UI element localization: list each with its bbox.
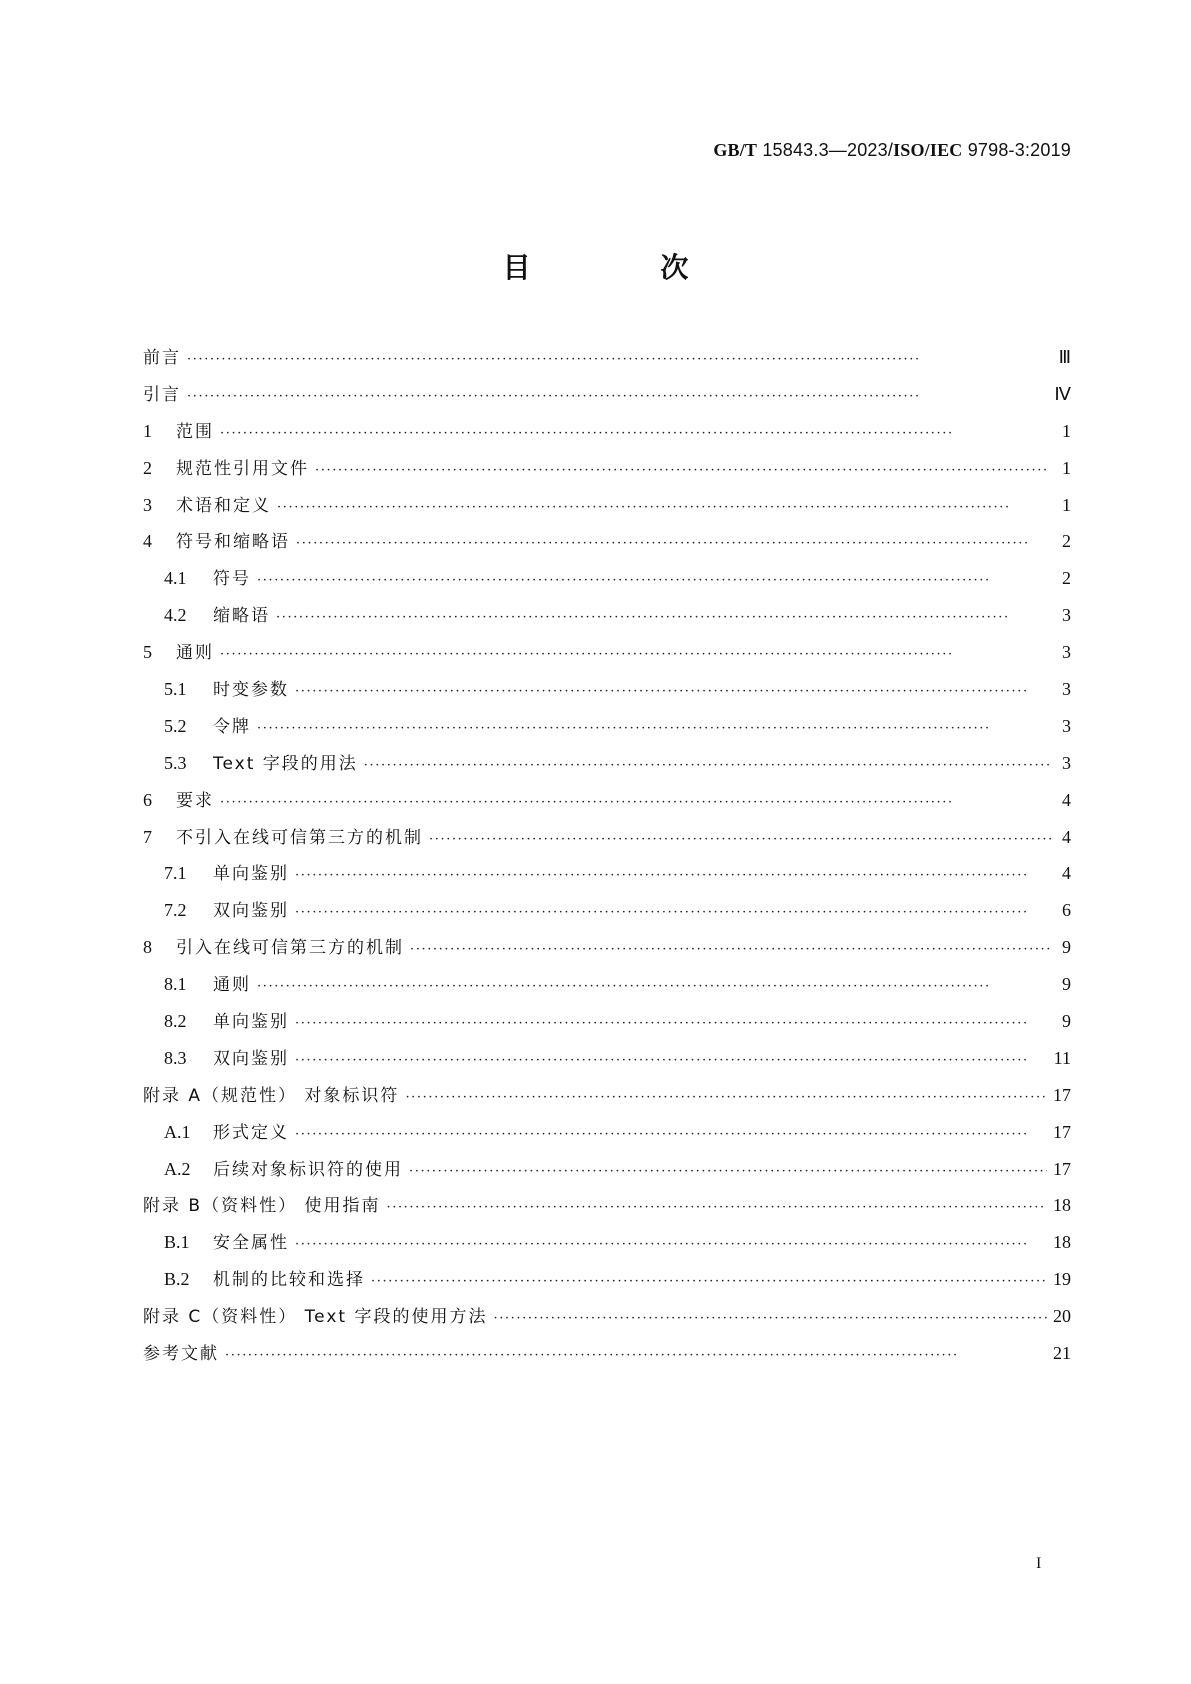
toc-entry-page: 17 (1053, 1158, 1071, 1179)
toc-entry-number: 5 (143, 642, 152, 663)
dot-leader (315, 463, 1051, 478)
dot-leader (220, 426, 1051, 441)
toc-entry-label: 双向鉴别 (213, 901, 289, 922)
toc-entry-label: 单向鉴别 (213, 1012, 289, 1033)
toc-entry-label: 范围 (176, 421, 214, 442)
dot-leader (295, 868, 1051, 883)
toc-entry-label: 通则 (213, 975, 251, 996)
toc-entry-page: 2 (1062, 568, 1071, 589)
table-of-contents (143, 343, 1071, 1376)
toc-entry[interactable] (143, 380, 1071, 417)
dot-leader (295, 905, 1051, 920)
toc-entry-label: 双向鉴别 (213, 1048, 289, 1069)
toc-entry-label: 不引入在线可信第三方的机制 (176, 827, 423, 848)
std-prefix: GB/T (713, 140, 758, 160)
dot-leader (220, 795, 1051, 810)
toc-entry-label: 前言 (143, 348, 181, 368)
iso-number: 9798-3:2019 (967, 140, 1071, 160)
toc-entry-number: 3 (143, 494, 152, 515)
toc-entry-number: 7.2 (164, 900, 187, 921)
toc-entry[interactable] (143, 491, 1071, 528)
toc-entry-label: 规范性引用文件 (176, 458, 309, 479)
toc-entry-page: 2 (1062, 531, 1071, 552)
toc-entry-page: 4 (1062, 789, 1071, 810)
dot-leader (386, 1200, 1047, 1215)
toc-entry-page: 18 (1053, 1232, 1071, 1253)
toc-entry[interactable] (143, 1339, 1071, 1376)
toc-entry[interactable] (143, 527, 1071, 564)
toc-entry-label: 符号 (213, 569, 251, 590)
toc-entry-page: 9 (1062, 1011, 1071, 1032)
toc-entry-label: 引言 (143, 384, 181, 405)
toc-entry-number: 5.2 (164, 715, 187, 736)
toc-entry[interactable] (143, 675, 1071, 712)
toc-entry-label: Text 字段的用法 (213, 753, 358, 774)
toc-entry[interactable] (143, 859, 1071, 896)
toc-entry-page: 9 (1062, 937, 1071, 958)
toc-entry-page: 1 (1062, 420, 1071, 441)
toc-entry-label: 安全属性 (213, 1233, 289, 1254)
toc-entry[interactable] (143, 638, 1071, 675)
dot-leader (409, 1164, 1047, 1179)
toc-entry[interactable] (143, 1081, 1071, 1118)
toc-entry-label: 单向鉴别 (213, 864, 289, 885)
toc-entry-number: 8 (143, 937, 152, 958)
toc-entry-number: 2 (143, 457, 152, 478)
toc-entry[interactable] (143, 933, 1071, 970)
toc-entry-label: 后续对象标识符的使用 (213, 1159, 403, 1180)
toc-entry-number: 7 (143, 826, 152, 847)
toc-entry-number: 5.3 (164, 752, 187, 773)
dot-leader (493, 1311, 1047, 1326)
toc-entry[interactable] (143, 1302, 1071, 1339)
toc-entry-number: 4.1 (164, 568, 187, 589)
toc-entry[interactable] (143, 564, 1071, 601)
dot-leader (277, 500, 1051, 515)
dot-leader (187, 352, 1051, 367)
toc-entry-page: Ⅳ (1054, 383, 1071, 404)
toc-entry-label: 参考文献 (143, 1344, 219, 1365)
toc-entry-number: 7.1 (164, 863, 187, 884)
toc-entry-label: 形式定义 (213, 1122, 289, 1143)
toc-entry-page: 9 (1062, 974, 1071, 995)
dot-leader (371, 1274, 1047, 1289)
toc-entry[interactable] (143, 454, 1071, 491)
toc-entry[interactable] (143, 786, 1071, 823)
toc-entry-page: 3 (1062, 605, 1071, 626)
toc-entry[interactable] (143, 1044, 1071, 1081)
toc-entry-number: 4.2 (164, 605, 187, 626)
toc-entry-number: A.1 (164, 1121, 191, 1142)
dot-leader (410, 942, 1051, 957)
toc-entry-page: 17 (1053, 1084, 1071, 1105)
dot-leader (295, 1016, 1051, 1031)
toc-entry[interactable] (143, 823, 1071, 860)
toc-entry-page: 3 (1062, 642, 1071, 663)
toc-entry-page: 18 (1053, 1195, 1071, 1216)
dot-leader (225, 1348, 1047, 1363)
toc-entry-page: 21 (1053, 1343, 1071, 1364)
toc-entry-number: 4 (143, 531, 152, 552)
toc-entry-page: 11 (1053, 1047, 1071, 1068)
toc-entry-page: 17 (1053, 1121, 1071, 1142)
standard-number-header (713, 140, 1071, 161)
toc-entry-number: B.2 (164, 1269, 190, 1290)
toc-entry-label: 通则 (176, 643, 214, 664)
toc-entry[interactable] (143, 749, 1071, 786)
toc-entry-page: 4 (1062, 826, 1071, 847)
toc-entry-number: 8.2 (164, 1011, 187, 1032)
dot-leader (429, 832, 1051, 847)
toc-entry-number: B.1 (164, 1232, 190, 1253)
dot-leader (295, 684, 1051, 699)
toc-entry-page: Ⅲ (1058, 347, 1071, 367)
toc-entry[interactable] (143, 601, 1071, 638)
toc-entry-page: 3 (1062, 679, 1071, 700)
std-number: 15843.3—2023/ (762, 140, 894, 160)
toc-entry[interactable] (143, 1191, 1071, 1228)
toc-entry[interactable] (143, 896, 1071, 933)
toc-entry-page: 1 (1062, 494, 1071, 515)
toc-entry[interactable] (143, 1265, 1071, 1302)
dot-leader (295, 1053, 1048, 1068)
toc-entry[interactable] (143, 1228, 1071, 1265)
page-number: I (1036, 1555, 1042, 1572)
toc-entry-number: A.2 (164, 1158, 191, 1179)
dot-leader (405, 1090, 1047, 1105)
iso-prefix: ISO/IEC (893, 140, 963, 160)
dot-leader (187, 389, 1048, 404)
dot-leader (257, 573, 1051, 588)
toc-entry-page: 1 (1062, 457, 1071, 478)
toc-entry-page: 3 (1062, 752, 1071, 773)
toc-entry-page: 3 (1062, 715, 1071, 736)
toc-entry-number: 1 (143, 420, 152, 441)
toc-entry-label: 附录 A（规范性） 对象标识符 (143, 1085, 400, 1106)
toc-entry[interactable] (143, 712, 1071, 749)
toc-entry-label: 引入在线可信第三方的机制 (176, 938, 404, 959)
toc-entry-label: 附录 C（资料性） Text 字段的使用方法 (143, 1307, 488, 1328)
dot-leader (257, 979, 1051, 994)
toc-entry[interactable] (143, 1007, 1071, 1044)
toc-entry[interactable] (143, 417, 1071, 454)
toc-entry-label: 术语和定义 (176, 495, 271, 516)
dot-leader (295, 1127, 1047, 1142)
toc-entry-number: 8.3 (164, 1047, 187, 1068)
dot-leader (296, 536, 1051, 551)
toc-entry-label: 附录 B（资料性） 使用指南 (143, 1196, 381, 1217)
toc-entry-page: 6 (1062, 900, 1071, 921)
toc-entry-page: 19 (1053, 1269, 1071, 1290)
toc-entry-page: 20 (1053, 1306, 1071, 1327)
toc-entry-label: 令牌 (213, 716, 251, 737)
toc-entry-label: 时变参数 (213, 680, 289, 701)
toc-entry-number: 8.1 (164, 974, 187, 995)
toc-entry-label: 符号和缩略语 (176, 532, 290, 553)
toc-entry-number: 5.1 (164, 679, 187, 700)
dot-leader (276, 610, 1051, 625)
toc-entry[interactable] (143, 1118, 1071, 1155)
toc-entry[interactable] (143, 1155, 1071, 1192)
dot-leader (220, 647, 1051, 662)
dot-leader (295, 1237, 1047, 1252)
toc-entry-label: 机制的比较和选择 (213, 1270, 365, 1291)
toc-entry[interactable] (143, 970, 1071, 1007)
toc-entry-label: 要求 (176, 790, 214, 811)
dot-leader (364, 758, 1051, 773)
dot-leader (257, 721, 1051, 736)
toc-entry-page: 4 (1062, 863, 1071, 884)
toc-entry-number: 6 (143, 789, 152, 810)
page-title: 目 次 (502, 251, 749, 284)
toc-entry-label: 缩略语 (213, 606, 270, 627)
toc-entry[interactable] (143, 343, 1071, 380)
